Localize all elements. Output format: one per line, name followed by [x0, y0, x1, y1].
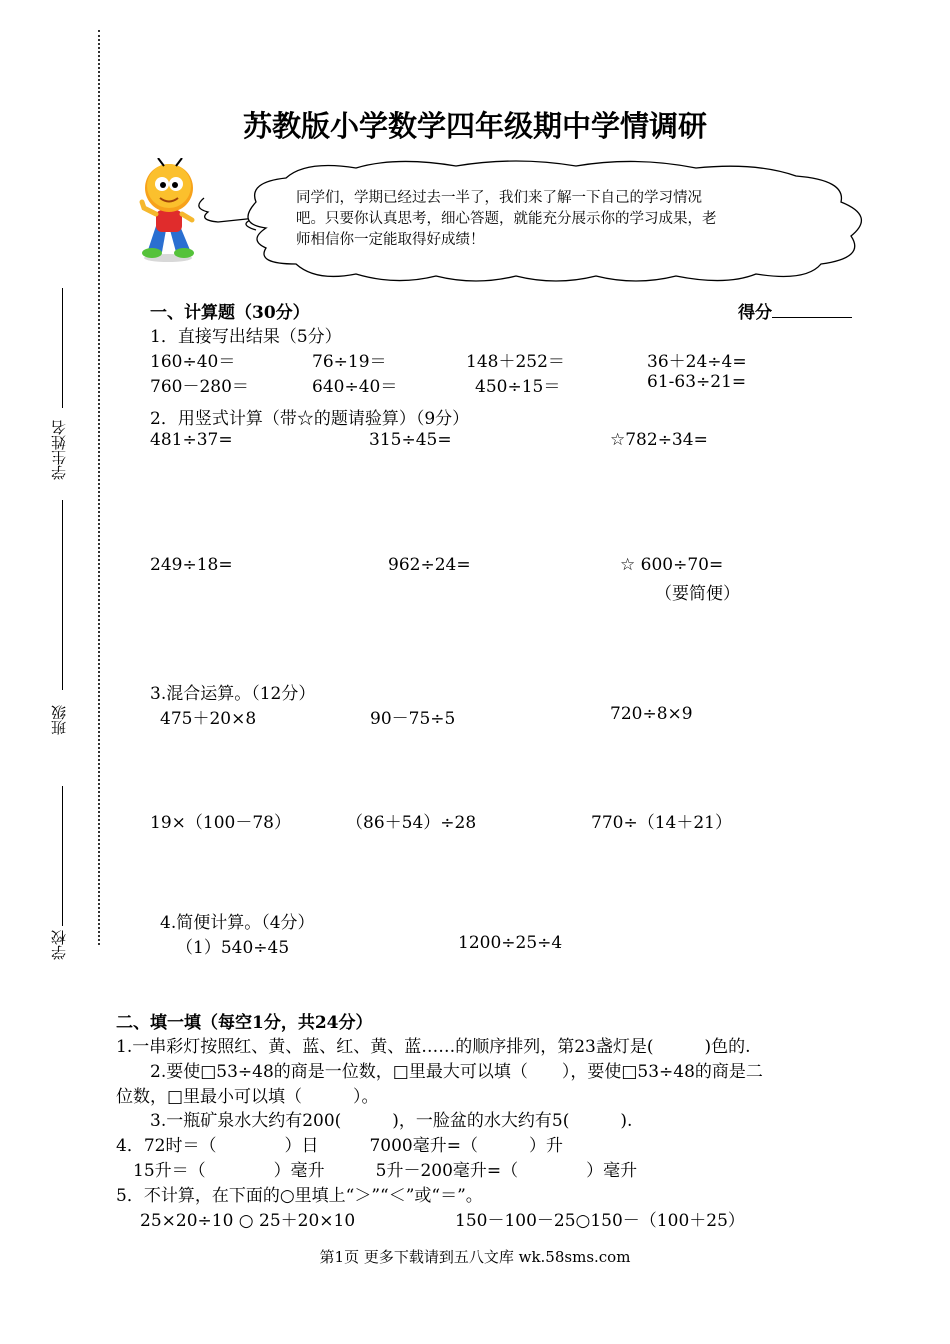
score-blank[interactable] [772, 303, 852, 318]
binding-dotted-line [98, 30, 100, 945]
q1-title: 1．直接写出结果（5分） [150, 327, 342, 347]
q1-r1-c3: 148＋252＝ [466, 352, 565, 372]
fill-line-7: 5．不计算，在下面的○里填上“＞”“＜”或“＝”。 [116, 1186, 483, 1206]
q2-r2-c3: ☆ 600÷70= [620, 555, 724, 575]
fill-line-4: 3.一瓶矿泉水大约有200( )，一脸盆的水大约有5( ). [150, 1111, 633, 1131]
fill-line-2: 2.要使□53÷48的商是一位数，□里最大可以填（ ），要使□53÷48的商是二 [150, 1062, 763, 1082]
q4-item2: 1200÷25÷4 [458, 933, 563, 953]
q3-r1-c3: 720÷8×9 [610, 704, 693, 724]
q1-r1-c1: 160÷40＝ [150, 352, 236, 372]
class-underline [62, 500, 63, 690]
fill-line-6: 15升＝（ ）毫升 5升－200毫升=（ ）毫升 [133, 1161, 638, 1181]
compare-item-1: 25×20÷10 ○ 25＋20×10 [140, 1211, 356, 1231]
class-label: 班级 [50, 705, 68, 735]
q1-r2-c2: 640÷40＝ [312, 377, 398, 397]
q3-r2-c2: （86＋54）÷28 [346, 813, 477, 833]
q1-r2-c3: 450÷15＝ [475, 377, 561, 397]
q1-r2-c1: 760－280＝ [150, 377, 249, 397]
q2-r2-c1: 249÷18= [150, 555, 233, 575]
q2-note: （要简便） [655, 584, 740, 604]
q2-r2-c2: 962÷24= [388, 555, 471, 575]
q3-r1-c1: 475＋20×8 [160, 709, 257, 729]
fill-line-5: 4．72时＝（ ）日 7000毫升=（ ）升 [116, 1136, 563, 1156]
compare-item-2: 150－100－25○150－（100＋25） [455, 1211, 745, 1231]
q3-title: 3.混合运算。（12分） [150, 684, 316, 704]
q4-item1: （1）540÷45 [176, 938, 290, 958]
score-field[interactable] [738, 298, 852, 323]
q1-r1-c4: 36＋24÷4= [647, 352, 747, 372]
q4-title: 4.简便计算。（4分） [160, 913, 315, 933]
q1-r1-c2: 76÷19＝ [312, 352, 387, 372]
q3-r2-c3: 770÷（14＋21） [591, 813, 732, 833]
intro-text: 同学们，学期已经过去一半了，我们来了解一下自己的学习情况吧。只要你认真思考，细心答题，就能充分展示你的学习成果，老师相信你一定能取得好成绩！ [296, 190, 717, 248]
fill-line-1: 1.一串彩灯按照红、黄、蓝、红、黄、蓝……的顺序排列，第23盏灯是( )色的. [116, 1037, 751, 1057]
q3-r2-c1: 19×（100－78） [150, 813, 291, 833]
section2-heading: 二、填一填（每空1分，共24分） [116, 1013, 373, 1033]
section1-heading: 一、计算题（30分） [150, 303, 310, 323]
q2-title: 2．用竖式计算（带☆的题请验算）（9分） [150, 409, 470, 429]
q2-r1-c1: 481÷37= [150, 430, 233, 450]
name-underline [62, 288, 63, 408]
q2-r1-c3: ☆782÷34= [610, 430, 708, 450]
q3-r1-c2: 90－75÷5 [370, 709, 456, 729]
q1-r2-c4: 61-63÷21= [647, 372, 747, 392]
q2-r1-c2: 315÷45= [369, 430, 452, 450]
score-label: 得分 [738, 303, 772, 323]
fill-line-3: 位数，□里最小可以填（ ）。 [116, 1087, 379, 1107]
school-underline [62, 786, 63, 926]
student-name-label: 学生姓名 [50, 420, 68, 480]
page-footer: 第1页 更多下载请到五八文库 wk.58sms.com [319, 1248, 631, 1266]
school-label: 学校 [50, 930, 68, 960]
page-title: 苏教版小学数学四年级期中学情调研 [242, 109, 707, 143]
